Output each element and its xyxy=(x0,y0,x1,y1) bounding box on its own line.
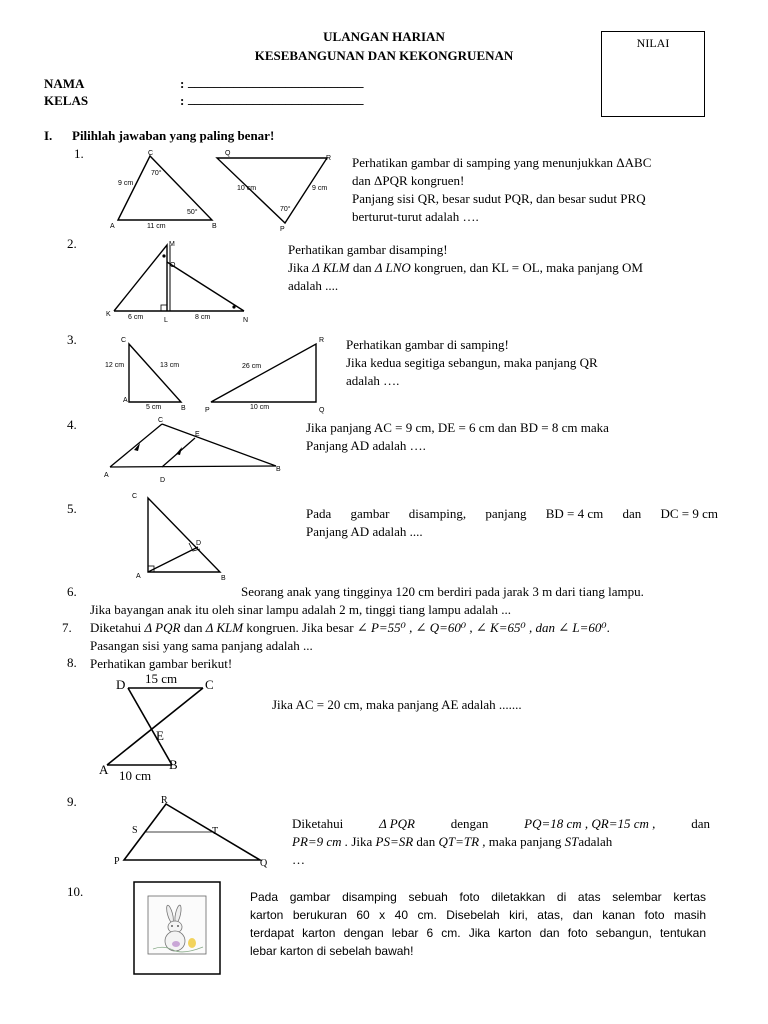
q1-angle-B: 50° xyxy=(187,209,198,216)
question-9-line: PR=9 cm . Jika PS=SR dan QT=TR , maka panjang STadalah xyxy=(292,834,613,849)
q8-label-dc: 15 cm xyxy=(145,671,178,686)
q4-label-D: D xyxy=(160,477,166,484)
q3-label-rp: 26 cm xyxy=(242,363,262,370)
q8-label-E: E xyxy=(156,728,164,743)
section-instruction: Pilihlah jawaban yang paling benar! xyxy=(72,128,275,143)
question-9-text xyxy=(292,815,710,869)
question-7-line-1: Diketahui Δ PQR dan Δ KLM kongruen. Jika besar ∠ P=55⁰ , ∠ Q=60⁰ , ∠ K=65⁰ , dan ∠ L=60⁰. xyxy=(90,620,610,635)
q3-label-P: P xyxy=(205,407,210,414)
question-1-number: 1. xyxy=(74,146,84,161)
q3-label-C: C xyxy=(121,337,127,344)
question-10-line: terdapat karton dengan lebar 6 cm. Jika karton dan foto sebangun, tentukan xyxy=(250,926,706,940)
triangle-pqr: Δ PQR xyxy=(379,816,415,831)
question-3-number: 3. xyxy=(67,332,77,347)
question-10-line: Pada gambar disamping sebuah foto diletakkan di atas selembar kertas xyxy=(250,890,706,904)
q3-label-pq: 10 cm xyxy=(250,404,270,411)
q4-label-C: C xyxy=(158,417,164,424)
q8-label-A: A xyxy=(99,762,109,777)
question-8-text: Jika AC = 20 cm, maka panjang AE adalah ....... xyxy=(272,697,522,712)
question-5-line: Pada gambar disamping, panjang BD = 4 cm dan DC = 9 cm xyxy=(306,506,718,521)
question-10-line: lebar karton di sebelah bawah! xyxy=(250,944,414,958)
q3-label-R: R xyxy=(319,337,325,344)
exam-title: ULANGAN HARIAN xyxy=(323,29,445,44)
triangle-pqr: Δ PQR xyxy=(144,620,181,635)
q9-label-P: P xyxy=(114,856,120,867)
q5-label-B: B xyxy=(221,575,226,582)
question-1-line: Panjang sisi QR, besar sudut PQR, dan besar sudut PRQ xyxy=(352,191,646,206)
question-4-line: Jika panjang AC = 9 cm, DE = 6 cm dan BD = 8 cm maka xyxy=(306,420,609,435)
q4-label-A: A xyxy=(104,472,109,479)
triangle-lno: Δ LNO xyxy=(374,260,411,275)
q1-label-qp: 10 cm xyxy=(237,185,257,192)
q1-figure xyxy=(105,148,345,232)
question-5-line: Panjang AD adalah .... xyxy=(306,524,423,539)
question-10-text xyxy=(250,888,706,960)
q2-label-O: O xyxy=(170,262,176,269)
q1-label-Q: Q xyxy=(225,150,231,157)
question-2-text xyxy=(288,241,643,295)
q1-label-ac: 9 cm xyxy=(118,180,134,187)
question-9-line: Diketahui Δ PQR dengan PQ=18 cm , QR=15 cm , dan xyxy=(292,816,710,831)
question-10-line: karton berukuran 60 x 40 cm. Disebelah kiri, atas, dan kanan foto masih xyxy=(250,908,706,922)
angle-values: ∠ P=55⁰ , ∠ Q=60⁰ , ∠ K=65⁰ , dan ∠ L=60⁰ xyxy=(356,620,607,635)
score-label: NILAI xyxy=(636,36,670,50)
q1-label-C: C xyxy=(148,150,154,157)
triangle-klm: Δ KLM xyxy=(312,260,350,275)
class-blank[interactable]: ___________________________ xyxy=(188,91,364,106)
q4-figure xyxy=(100,414,290,486)
q1-label-B: B xyxy=(212,223,217,230)
q9-figure xyxy=(110,790,280,870)
question-3-line: Jika kedua segitiga sebangun, maka panjang QR xyxy=(346,355,598,370)
question-3-line: Perhatikan gambar di samping! xyxy=(346,337,509,352)
q2-label-ln: 8 cm xyxy=(195,314,211,321)
q4-label-E: E xyxy=(195,431,200,438)
q3-label-B: B xyxy=(181,405,186,412)
score-box xyxy=(601,31,705,117)
triangle-klm: Δ KLM xyxy=(205,620,244,635)
question-8-number: 8. xyxy=(67,655,77,670)
q8-label-B: B xyxy=(169,757,178,772)
q2-label-kl: 6 cm xyxy=(128,314,144,321)
exam-subtitle: KESEBANGUNAN DAN KEKONGRUENAN xyxy=(254,48,514,63)
q2-label-L: L xyxy=(164,317,168,322)
q1-angle-P: 70° xyxy=(280,206,291,213)
question-4-line: Panjang AD adalah …. xyxy=(306,438,426,453)
name-colon: : xyxy=(180,76,185,91)
q10-photo-figure xyxy=(133,881,221,975)
q1-label-ab: 11 cm xyxy=(147,223,166,230)
question-10-number: 10. xyxy=(67,884,84,899)
question-2-line: adalah .... xyxy=(288,278,339,293)
q3-label-A: A xyxy=(123,397,128,404)
q3-label-cb: 13 cm xyxy=(160,362,180,369)
q1-label-R: R xyxy=(326,155,332,162)
q2-label-K: K xyxy=(106,311,111,318)
q1-label-P: P xyxy=(280,226,285,232)
question-9-number: 9. xyxy=(67,794,77,809)
question-2-line: Jika Δ KLM dan Δ LNO kongruen, dan KL = OL, maka panjang OM xyxy=(288,260,643,275)
question-1-line: dan ΔPQR kongruen! xyxy=(352,173,465,188)
q3-label-Q: Q xyxy=(319,407,325,414)
question-5-text xyxy=(306,505,718,541)
q9-label-R: R xyxy=(161,795,168,806)
question-2-line: Perhatikan gambar disamping! xyxy=(288,242,448,257)
name-label: NAMA xyxy=(44,76,85,91)
q9-label-S: S xyxy=(132,825,138,836)
question-6-line-2: Jika bayangan anak itu oleh sinar lampu adalah 2 m, tinggi tiang lampu adalah ... xyxy=(90,602,511,617)
q3-label-ca: 12 cm xyxy=(105,362,125,369)
class-colon: : xyxy=(180,93,185,108)
name-blank[interactable]: ___________________________ xyxy=(188,74,364,89)
question-1-line: berturut-turut adalah …. xyxy=(352,209,479,224)
q5-label-A: A xyxy=(136,573,141,580)
q2-figure xyxy=(104,238,254,322)
question-7-line-2: Pasangan sisi yang sama panjang adalah ... xyxy=(90,638,313,653)
q4-label-B: B xyxy=(276,466,281,473)
q3-label-ab: 5 cm xyxy=(146,404,162,411)
question-1-line: Perhatikan gambar di samping yang menunjukkan ΔABC xyxy=(352,155,652,170)
q1-angle-C: 70° xyxy=(151,170,162,177)
q8-label-D: D xyxy=(116,677,126,692)
q9-label-Q: Q xyxy=(260,858,268,869)
question-4-number: 4. xyxy=(67,417,77,432)
class-label: KELAS xyxy=(44,93,89,108)
question-3-line: adalah …. xyxy=(346,373,400,388)
q5-figure xyxy=(128,488,238,584)
question-6-number: 6. xyxy=(67,584,77,599)
q1-label-rp: 9 cm xyxy=(312,185,328,192)
question-3-text xyxy=(346,336,598,390)
q5-label-C: C xyxy=(132,493,138,500)
question-1-text xyxy=(352,154,651,226)
q8-label-C: C xyxy=(205,677,214,692)
q2-label-N: N xyxy=(243,317,249,322)
q8-figure xyxy=(96,668,226,784)
q3-figure xyxy=(104,334,334,414)
question-9-line: … xyxy=(292,852,305,867)
question-8-intro: Perhatikan gambar berikut! xyxy=(90,656,233,671)
q1-label-A: A xyxy=(110,223,115,230)
q2-label-M: M xyxy=(169,241,175,248)
q8-label-ab: 10 cm xyxy=(119,768,152,783)
question-5-number: 5. xyxy=(67,501,77,516)
side-values: PQ=18 cm , QR=15 cm , xyxy=(524,816,656,831)
q5-label-D: D xyxy=(196,540,202,547)
q9-label-T: T xyxy=(212,826,219,837)
question-4-text xyxy=(306,419,609,455)
question-7-number: 7. xyxy=(62,620,72,635)
question-6-line-1: Seorang anak yang tingginya 120 cm berdiri pada jarak 3 m dari tiang lampu. xyxy=(241,584,644,599)
section-number: I. xyxy=(44,128,53,143)
question-2-number: 2. xyxy=(67,236,77,251)
